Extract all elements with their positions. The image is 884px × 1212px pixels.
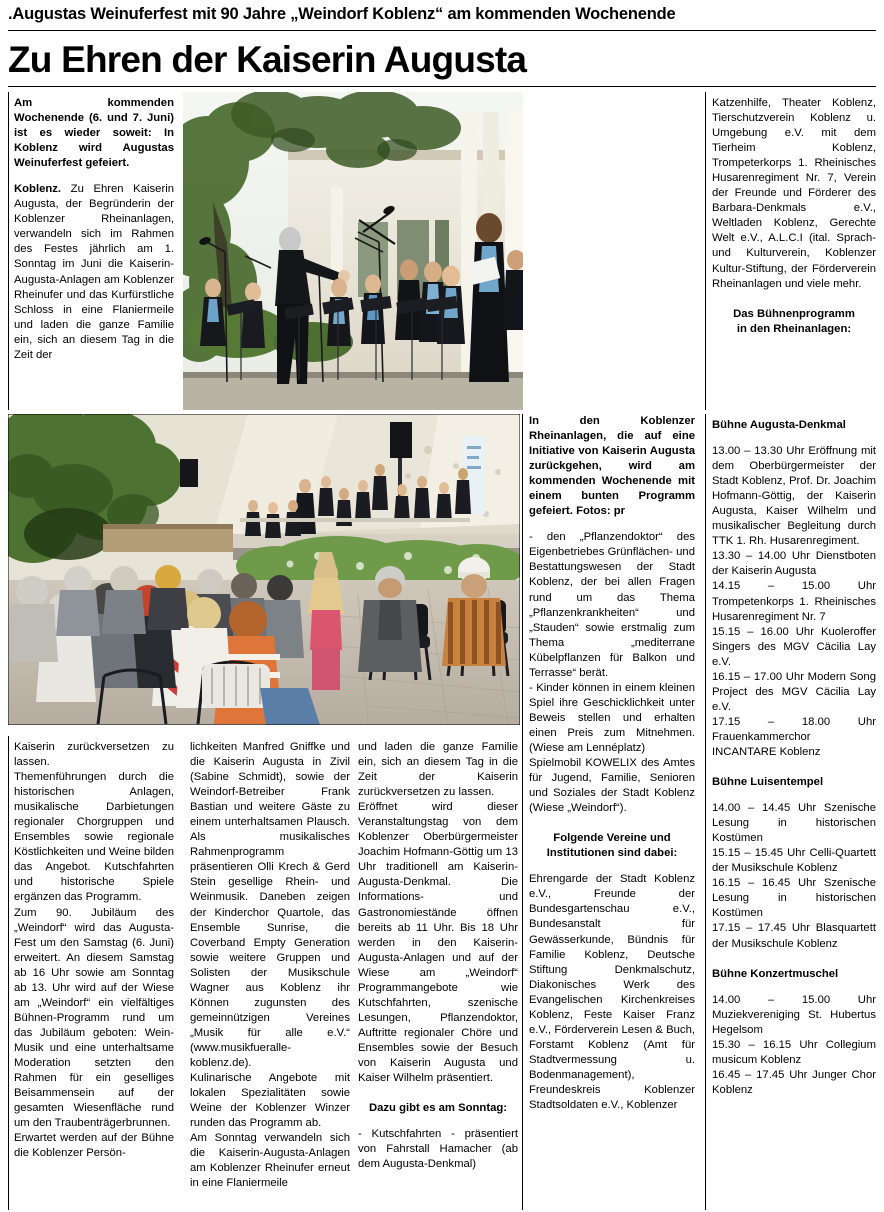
- vereine-subhead-line1: Folgende Vereine und: [553, 832, 671, 845]
- column-rule-right-1: [705, 92, 706, 410]
- column-2-bottom: [190, 740, 350, 1191]
- photo-audience-image: [8, 414, 520, 725]
- stage-item: 13.00 – 13.30 Uhr Eröffnung mit dem Oberbürgermeister der Stadt Koblenz, Prof. Dr. Joachim Hofmann-Göttig, der Kaiserin Augusta, Kaiser Wilhelm und musikalischer Begleitung durch TTK 1. Rh. Husarenregiment.: [712, 445, 876, 548]
- photo-choir-performance: [183, 92, 523, 410]
- dateline-paragraph: [14, 182, 174, 363]
- body-paragraph: Zum 90. Jubiläum des „Weindorf“ wird das Augusta-Fest um den Samstag (6. Juni) erweitert. An diesem Samstag ab 16 Uhr sowie am Sonntag ab 13. Uhr wird auf der Wiese am „Weindorf“ ein vielfältiges Bühnen-Programm rund um das Jubiläum geboten: Wein-Musik und eine unterhaltsame Moderation setzten den Rahmen für ein geselliges Beisammensein auf der gesamten Wiesenfläche rund um den Traubenträgerbrunnen.: [14, 906, 174, 1130]
- pflanzendoktor-paragraph: - den „Pflanzendoktor“ des Eigenbetriebes Grünflächen- und Bestattungswesen der Stadt Koblenz, der bei allen Fragen rund um das Thema „Pflanzenkrankheiten“ und „Stauden“ sowie erstmalig zum Thema „mediterrane Kübelpflanzen für Balkon und Terrasse“ berät.: [529, 531, 695, 679]
- stage-item: 13.30 – 14.00 Uhr Dienstboten der Kaiserin Augusta: [712, 550, 876, 578]
- kinder-spiel-paragraph: - Kinder können in einem kleinen Spiel ihre Geschicklichkeit unter Beweis stellen und erhalten einen Preis zum Mitnehmen. (Wiese am Lennéplatz): [529, 681, 695, 754]
- stage-item: 17.15 – 17.45 Uhr Blasquartett der Musikschule Koblenz: [712, 922, 876, 950]
- column-rule-left-edge: [8, 92, 9, 410]
- body-paragraph: Kaiserin zurückversetzen zu lassen.: [14, 741, 174, 769]
- column-rule-left-edge-2: [8, 736, 9, 1210]
- kicker-text: .Augustas Weinuferfest mit 90 Jahre „Weindorf Koblenz“ am kommenden Wochenende: [8, 5, 676, 23]
- column-3-bottom: [358, 740, 518, 1172]
- photo-audience-concert: [8, 414, 520, 725]
- stage-heading-augusta-denkmal: Bühne Augusta-Denkmal: [712, 419, 846, 431]
- page-title: Zu Ehren der Kaiserin Augusta: [8, 39, 527, 80]
- dateline: Koblenz.: [14, 183, 62, 196]
- vereine-list-paragraph: Ehrengarde der Stadt Koblenz e.V., Freunde der Bundesgartenschau e.V., Bundesanstalt für Gewässerkunde, Bündnis für Familie Koblenz, Deutsche Stiftung Denkmalschutz, Diakonisches Werk des Evangelischen Kirchenkreises Koblenz, Feste Kaiser Franz e.V., Förderverein Lesen & Buch, Forstamt Koblenz (Amt für Stadtvermessung u. Bodenmanagement), Freundeskreis Koblenzer Stadtsoldaten e.V., Koblenzer: [529, 873, 695, 1112]
- body-paragraph: Kulinarische Angebote mit lokalen Spezialitäten sowie Weine der Koblenzer Winzer runden das Programm ab.: [190, 1072, 350, 1130]
- spielmobil-paragraph: Spielmobil KOWELIX des Amtes für Jugend, Familie, Senioren und Soziales der Stadt Koblenz (Wiese „Weindorf“).: [529, 757, 695, 815]
- body-paragraph: Erwartet werden auf der Bühne die Koblenzer Persön-: [14, 1132, 174, 1160]
- stage-item: 15.15 – 16.00 Uhr Kuoleroffer Singers des MGV Cäcilia Lay e.V.: [712, 625, 876, 668]
- column-4-stages: [712, 418, 876, 1098]
- column-4-top: [712, 96, 876, 337]
- dateline-body: Zu Ehren Kaiserin Augusta, der Begründerin der Koblenzer Rheinanlagen, verwandeln sich im Rahmen des Festes jährlich am 1. Sonntag im Juni die Kaiserin-Augusta-Anlagen am Koblenzer Rheinufer und das Kurfürstliche Schloss in eine Flaniermeile und laden die ganze Familie ein, sich an diesem Tag in die Zeit der: [14, 183, 174, 361]
- column-3-caption-and-body: [529, 414, 695, 1113]
- column-1-top: [14, 96, 174, 363]
- vereine-subhead-line2: Institutionen sind dabei:: [546, 847, 678, 860]
- body-paragraph: Am Sonntag verwandeln sich die Kaiserin-Augusta-Anlagen am Koblenzer Rheinufer erneut in eine Flaniermeile: [190, 1132, 350, 1190]
- column-1-bottom: [14, 740, 174, 1161]
- stage-program-subhead-line2: in den Rheinanlagen:: [736, 322, 852, 335]
- stage-program-subhead-line1: Das Bühnenprogramm: [733, 307, 855, 320]
- photo-choir-image: [183, 92, 523, 410]
- body-paragraph: und laden die ganze Familie ein, sich an diesem Tag in die Zeit der Kaiserin zurückversetzen zu lassen.: [358, 741, 518, 799]
- body-paragraph: Eröffnet wird dieser Veranstaltungstag von dem Koblenzer Oberbürgermeister Joachim Hofmann-Göttig um 13 Uhr traditionell am Kaiserin-Augusta-Denkmal. Die Informations- und Gastronomiestände öffnen bereits ab 11 Uhr. Bis 18 Uhr werden in den Kaiserin-Augusta-Anlagen und auf der Wiese am „Weindorf“ Programmangebote wie Kutschfahrten, szenische Lesungen, Pflanzendoktor, Auftritte regionaler Chöre und Ensembles sowie der Besuch von Kaiserin Augusta und Kaiser Wilhelm präsentiert.: [358, 801, 518, 1085]
- kicker-line: [8, 4, 876, 24]
- stage-item: 16.15 – 17.00 Uhr Modern Song Project des MGV Cäcilia Lay e.V.: [712, 670, 876, 713]
- rule-below-headline: [8, 86, 876, 87]
- column-rule-mid-2: [705, 414, 706, 1210]
- kutschfahrten-paragraph: - Kutschfahrten - präsentiert von Fahrstall Hamacher (ab dem Augusta-Denkmal): [358, 1128, 518, 1171]
- stage-heading-luisentempel: Bühne Luisentempel: [712, 776, 824, 789]
- stage-item: 15.15 – 15.45 Uhr Celli-Quartett der Musikschule Koblenz: [712, 847, 876, 875]
- stage-item: 17.15 – 18.00 Uhr Frauenkammerchor INCANTARE Koblenz: [712, 715, 876, 758]
- stage-item: 16.15 – 16.45 Uhr Szenische Lesung in historischen Kostümen: [712, 877, 876, 920]
- photo-caption: In den Koblenzer Rheinanlagen, die auf eine Initiative von Kaiserin Augusta zurückgehen, wird am kommenden Wochenende mit einem bunten Programm gefeiert. Fotos: pr: [529, 415, 695, 518]
- lead-paragraph: Am kommenden Wochenende (6. und 7. Juni) ist es wieder soweit: In Koblenz wird Augustas Weinuferfest gefeiert.: [14, 97, 174, 170]
- column-rule-mid-1: [522, 414, 523, 1210]
- stage-item: 14.00 – 14.45 Uhr Szenische Lesung in historischen Kostümen: [712, 802, 876, 845]
- stage-item: 16.45 – 17.45 Uhr Junger Chor Koblenz: [712, 1068, 876, 1096]
- stage-item: 15.30 – 16.15 Uhr Collegium musicum Koblenz: [712, 1038, 876, 1066]
- stage-heading-konzertmuschel: Bühne Konzertmuschel: [712, 967, 839, 980]
- associations-continued: Katzenhilfe, Theater Koblenz, Tierschutzverein Koblenz u. Umgebung e.V. mit dem Tierheim Koblenz, Trompeterkorps 1. Rheinisches Husarenregiment Nr. 7, Verein der Freunde und Förderer des Barbara-Denkmals e.V., Weltladen Koblenz, Gerechte Welt e.V., A.L.C.I (ital. Sprach- und Kulturverein, Koblenzer Kultur-Stiftung, der Förderverein Rheinanlagen und viele mehr.: [712, 97, 876, 290]
- rule-above-headline: [8, 30, 876, 31]
- body-paragraph: Themenführungen durch die historischen Anlagen, musikalische Darbietungen regionaler Chorgruppen und Ensembles sowie regionale Köstlichkeiten und Weine bilden das Angebot. Kutschfahrten und historische Spiele ergänzen das Programm.: [14, 771, 174, 904]
- sonntag-subhead: Dazu gibt es am Sonntag:: [368, 1102, 508, 1115]
- stage-item: 14.00 – 15.00 Uhr Muziekvereniging St. Hubertus Hegelsom: [712, 993, 876, 1036]
- stage-item: 14.15 – 15.00 Uhr Trompetenkorps 1. Rheinisches Husarenregiment Nr. 7: [712, 580, 876, 623]
- body-paragraph: lichkeiten Manfred Gniffke und die Kaiserin Augusta in Zivil (Sabine Schmidt), sowie der Weindorf-Betreiber Frank Bastian und weitere Gäste zu einem unterhaltsamen Plausch. Als musikalisches Rahmenprogramm präsentieren Olli Krech & Gerd Stein gesellige Rhein- und Weinmusik. Daneben zeigen der Kinderchor Quartole, das Ensemble Sunrise, die Coverband Empty Generation sowie weitere Gruppen und Solisten der Musikschule Wagner aus Koblenz ihr Können zugunsten des gemeinnützigen Vereines „Musik für alle e.V.“ (www.musikfueralle-koblenz.de).: [190, 741, 350, 1069]
